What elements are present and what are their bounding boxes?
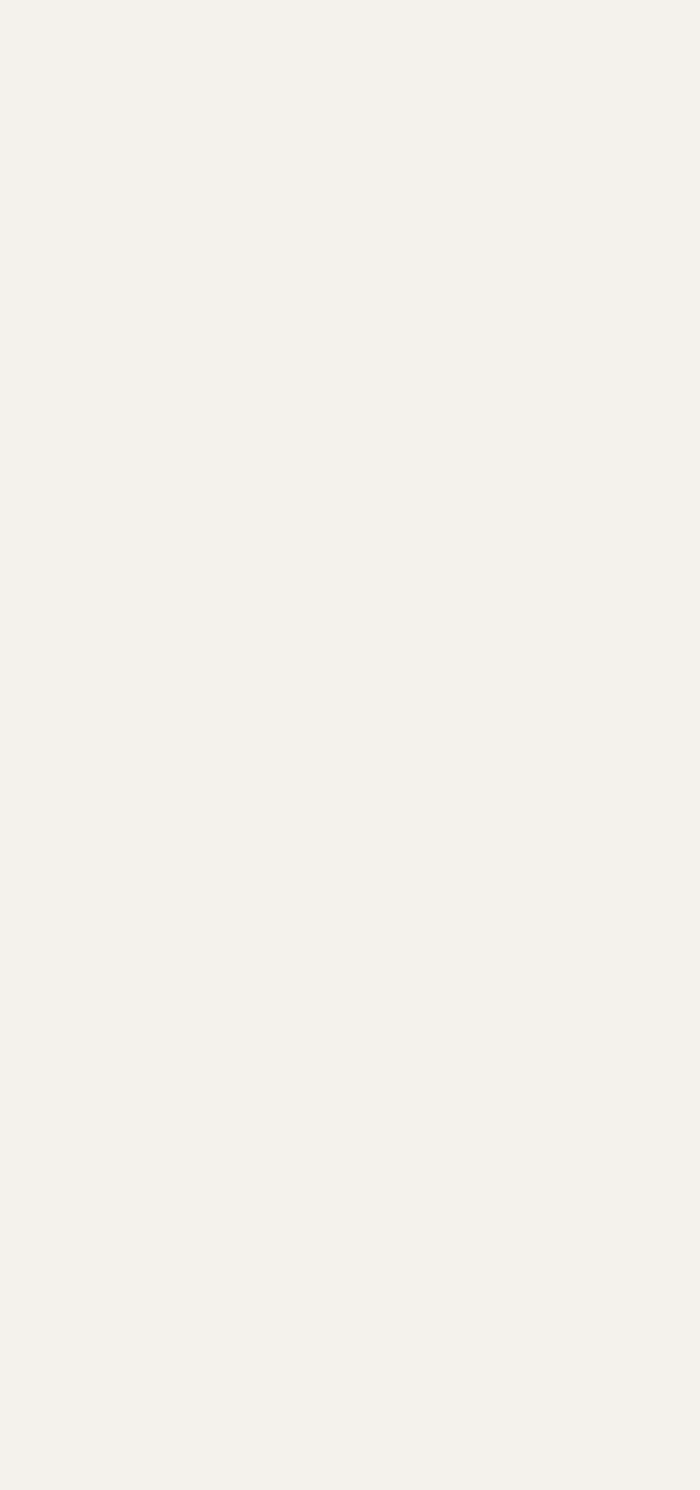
station-heading	[45, 847, 685, 869]
